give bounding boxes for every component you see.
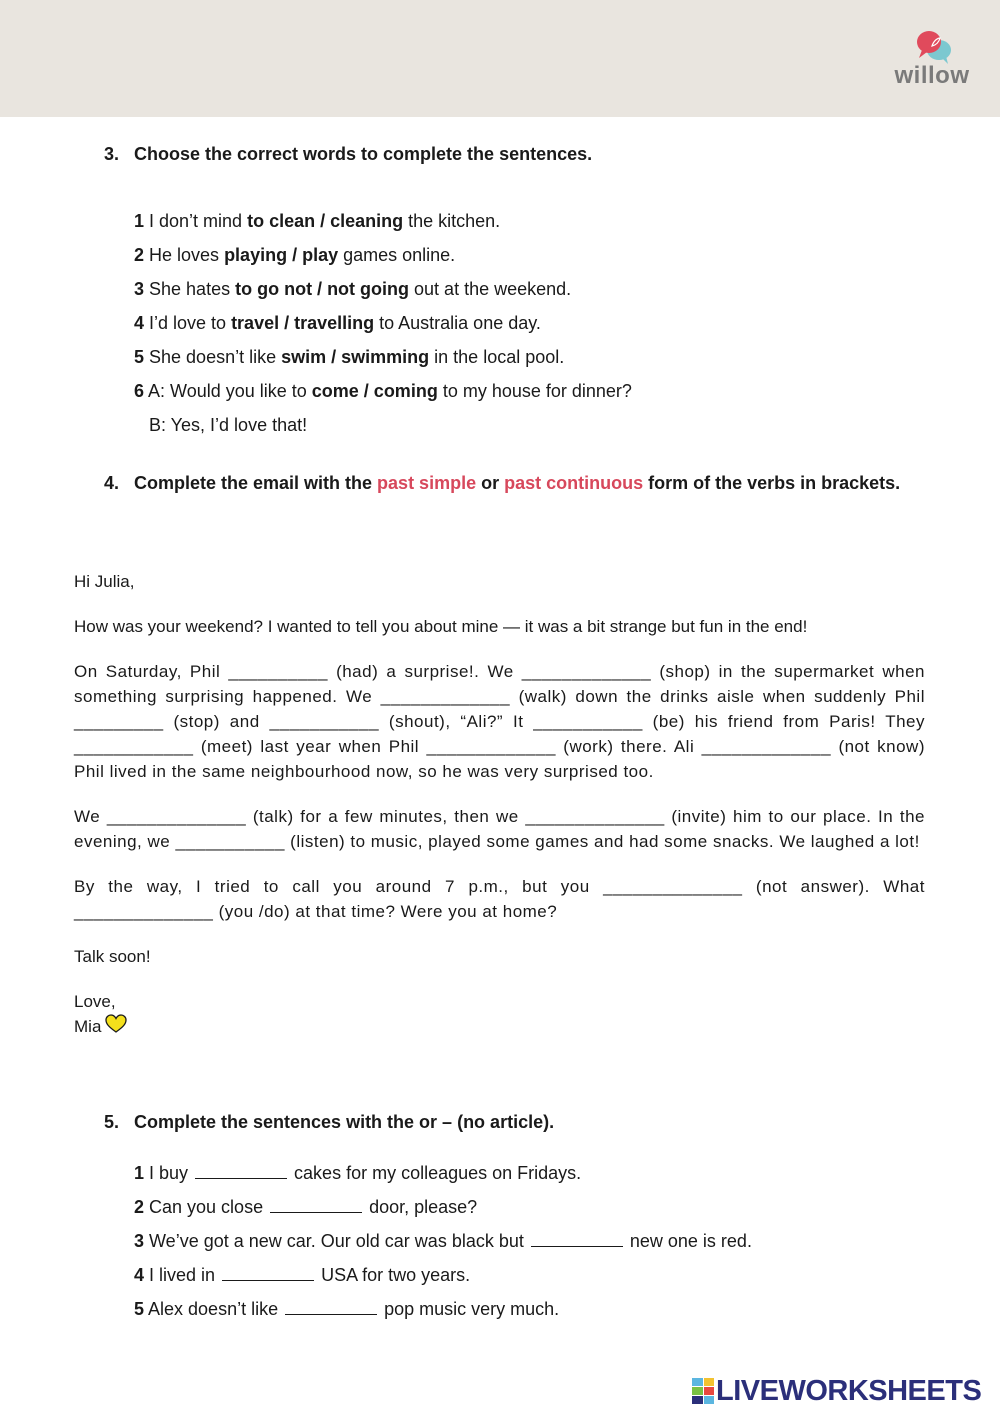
q3-item xyxy=(134,243,632,277)
word-choice[interactable]: swim / swimming xyxy=(281,347,430,367)
q3-item xyxy=(134,379,632,413)
q3-item xyxy=(134,311,632,345)
word-choice[interactable]: come / coming xyxy=(311,381,438,401)
item-text: I lived in xyxy=(144,1265,221,1285)
item-text: door, please? xyxy=(364,1197,478,1217)
item-text: I don’t mind xyxy=(144,211,248,231)
item-text: the kitchen. xyxy=(403,211,501,231)
answer-blank[interactable] xyxy=(222,1265,314,1281)
q3-item xyxy=(134,345,632,379)
q4-instruction xyxy=(134,470,925,496)
email-greeting: Hi Julia, xyxy=(74,572,135,591)
email-body xyxy=(74,569,925,1061)
item-number: 4 xyxy=(134,1265,145,1285)
email-signature: Mia xyxy=(74,1017,102,1036)
q5-instruction: Complete the sentences with the or – (no article). xyxy=(134,1112,555,1132)
willow-wordmark: willow xyxy=(894,62,970,89)
item-text: out at the weekend. xyxy=(409,279,572,299)
item-text: in the local pool. xyxy=(429,347,565,367)
word-choice[interactable]: playing / play xyxy=(224,245,339,265)
liveworksheets-logo xyxy=(692,1374,981,1408)
q5-item xyxy=(134,1263,752,1297)
item-number: 4 xyxy=(134,313,145,333)
item-number: 5 xyxy=(134,1299,145,1319)
q4-or: or xyxy=(476,473,505,493)
item-text: She hates xyxy=(144,279,236,299)
item-number: 3 xyxy=(134,1231,145,1251)
email-paragraph-3: We ______________ (talk) for a few minutes, then we ______________ (invite) him to our place. In the evening, we ___________ (listen) to music, played some games and had some snacks. We laughed a lot! xyxy=(74,807,925,851)
item-text: A: Would you like to xyxy=(144,381,312,401)
q5-items xyxy=(134,1161,752,1331)
willow-logo xyxy=(892,28,972,92)
item-text: to my house for dinner? xyxy=(437,381,632,401)
q5-number: 5. xyxy=(104,1112,120,1132)
email-paragraph-1: How was your weekend? I wanted to tell you about mine — it was a bit strange but fun in the end! xyxy=(74,617,808,636)
item-text: games online. xyxy=(338,245,456,265)
q4-number: 4. xyxy=(104,473,120,493)
item-text: pop music very much. xyxy=(379,1299,560,1319)
header-band xyxy=(0,0,1000,117)
word-choice[interactable]: to go not / not going xyxy=(235,279,410,299)
item-text: I buy xyxy=(144,1163,194,1183)
liveworksheets-icon xyxy=(692,1378,714,1404)
q5-item xyxy=(134,1161,752,1195)
q5-item xyxy=(134,1229,752,1263)
past-simple-label: past simple xyxy=(377,473,477,493)
email-paragraph-2: On Saturday, Phil __________ (had) a surprise!. We _____________ (shop) in the supermarket when something surprising happened. We _____________ (walk) down the drinks aisle when suddenly Phil _________ (stop) and ___________ (shout), “Ali?” It ___________ (be) his friend from Paris! They ____________ (meet) last year when Phil _____________ (work) there. Ali _____________ (not know) Phil lived in the same neighbourhood now, so he was very surprised too. xyxy=(74,662,925,781)
q5-item xyxy=(134,1297,752,1331)
item-text: He loves xyxy=(144,245,225,265)
q3-reply: B: Yes, I’d love that! xyxy=(149,415,308,435)
liveworksheets-wordmark: LIVEWORKSHEETS xyxy=(716,1374,982,1407)
q3-heading xyxy=(104,141,924,167)
q3-item xyxy=(134,209,632,243)
q4-heading xyxy=(104,470,925,522)
email-signature-line xyxy=(74,1014,925,1041)
answer-blank[interactable] xyxy=(285,1299,377,1315)
word-choice[interactable]: to clean / cleaning xyxy=(247,211,404,231)
item-number: 3 xyxy=(134,279,145,299)
item-text: to Australia one day. xyxy=(374,313,541,333)
q3-items xyxy=(134,209,632,447)
past-continuous-label: past continuous xyxy=(504,473,644,493)
item-number: 6 xyxy=(134,381,145,401)
item-text: Can you close xyxy=(144,1197,269,1217)
item-text: We’ve got a new car. Our old car was black but xyxy=(144,1231,529,1251)
item-number: 1 xyxy=(134,1163,145,1183)
item-text: I’d love to xyxy=(144,313,232,333)
item-number: 5 xyxy=(134,347,145,367)
yellow-heart-icon xyxy=(105,1014,127,1041)
item-text: new one is red. xyxy=(624,1231,752,1251)
q3-number: 3. xyxy=(104,144,120,164)
answer-blank[interactable] xyxy=(270,1197,362,1213)
answer-blank[interactable] xyxy=(195,1163,287,1179)
answer-blank[interactable] xyxy=(531,1231,623,1247)
item-text: USA for two years. xyxy=(316,1265,471,1285)
email-closing: Talk soon! xyxy=(74,947,151,966)
email-paragraph-4: By the way, I tried to call you around 7 p.m., but you ______________ (not answer). What ______________ (you /do) at that time? Were you at home? xyxy=(74,877,925,921)
q4-instruction-b: form of the verbs in brackets. xyxy=(643,473,901,493)
word-choice[interactable]: travel / travelling xyxy=(231,313,375,333)
q3-item xyxy=(134,277,632,311)
email-love: Love, xyxy=(74,992,116,1011)
item-text: She doesn’t like xyxy=(144,347,282,367)
q5-heading xyxy=(104,1109,804,1135)
q4-instruction-a: Complete the email with the xyxy=(134,473,378,493)
item-text: Alex doesn’t like xyxy=(144,1299,284,1319)
item-number: 2 xyxy=(134,245,145,265)
q3-instruction: Choose the correct words to complete the sentences. xyxy=(134,144,593,164)
q5-item xyxy=(134,1195,752,1229)
item-number: 2 xyxy=(134,1197,145,1217)
item-text: cakes for my colleagues on Fridays. xyxy=(289,1163,582,1183)
item-number: 1 xyxy=(134,211,145,231)
